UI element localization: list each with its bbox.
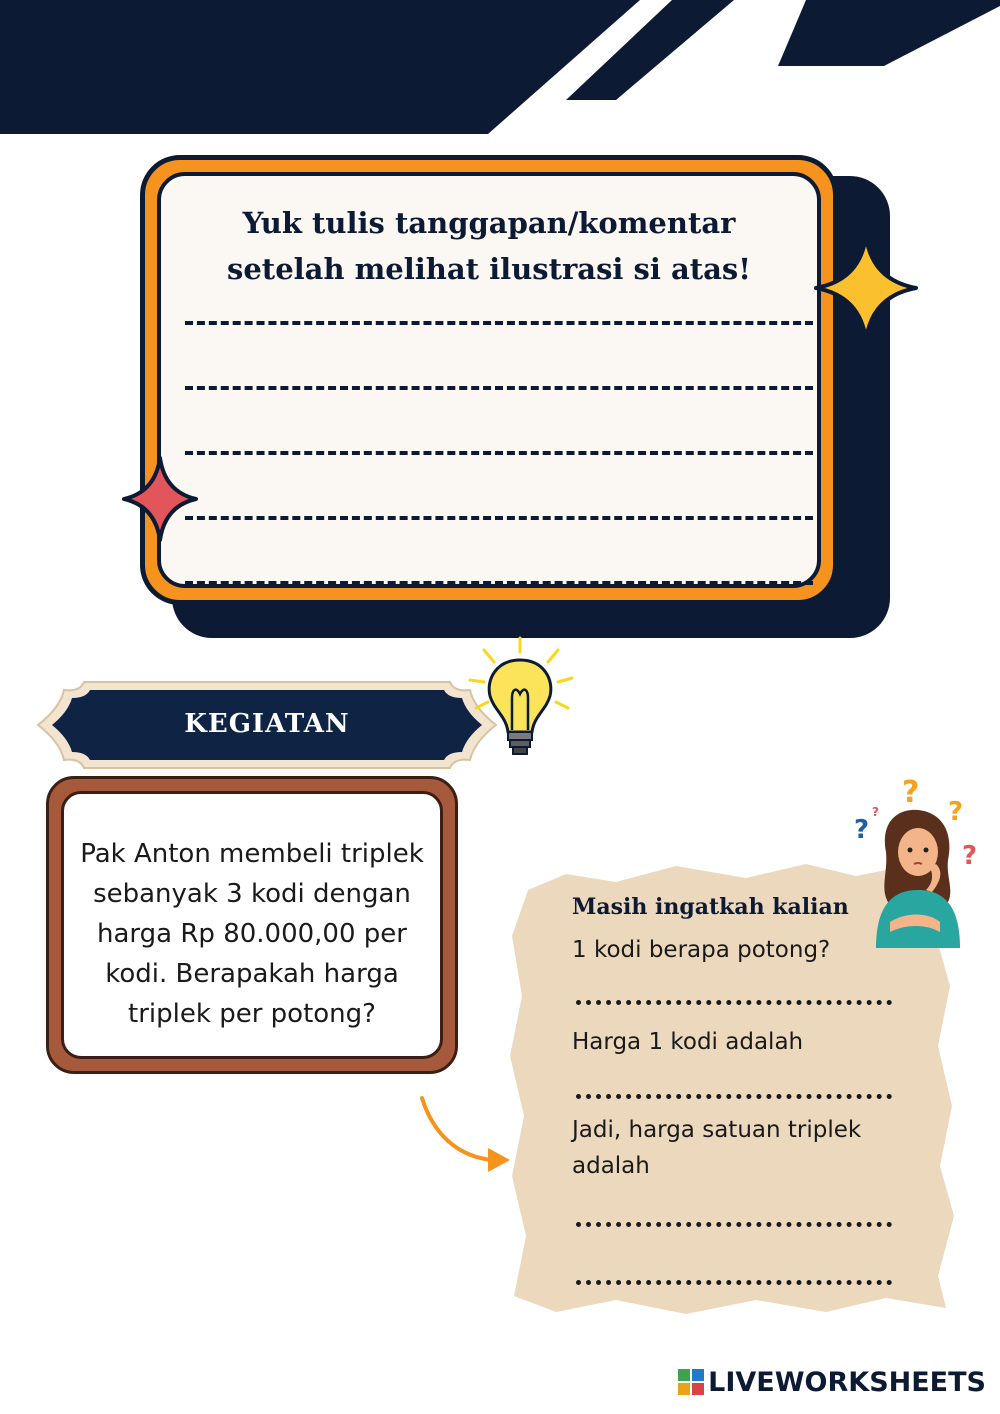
problem-text: Pak Anton membeli triplek sebanyak 3 kodi dengan harga Rp 80.000,00 per kodi. Berapakah harga triplek per potong?	[80, 839, 424, 1029]
answer-line-3[interactable]	[185, 451, 813, 455]
comment-card-inner	[157, 172, 821, 588]
answer-dots-1[interactable]	[576, 1000, 892, 1005]
comment-card	[140, 155, 838, 605]
note-question-1: 1 kodi berapa potong?	[572, 937, 831, 963]
answer-dots-3[interactable]	[576, 1222, 892, 1227]
answer-dots-2[interactable]	[576, 1094, 892, 1099]
comment-title: Yuk tulis tanggapan/komentar setelah melihat ilustrasi si atas!	[227, 206, 751, 286]
live-logo-icon	[678, 1369, 704, 1395]
svg-text:?: ?	[948, 797, 964, 827]
answer-line-2[interactable]	[185, 386, 813, 390]
answer-line-5[interactable]	[185, 581, 813, 585]
svg-text:?: ?	[902, 775, 920, 810]
answer-dots-4[interactable]	[576, 1280, 892, 1285]
answer-line-4[interactable]	[185, 516, 813, 520]
red-star-icon	[120, 454, 200, 544]
yellow-star-icon	[812, 232, 920, 344]
lightbulb-icon	[462, 634, 582, 764]
problem-card-inner	[61, 791, 443, 1059]
answer-line-1[interactable]	[185, 321, 813, 325]
note-question-3: Jadi, harga satuan triplek adalah	[572, 1117, 862, 1179]
curved-arrow-icon	[414, 1094, 514, 1184]
note-question-2: Harga 1 kodi adalah	[572, 1029, 804, 1055]
footer-branding	[678, 1364, 986, 1400]
svg-text:?: ?	[872, 805, 879, 819]
note-title: Masih ingatkah kalian	[572, 894, 849, 920]
svg-text:?: ?	[962, 841, 978, 871]
problem-card	[46, 776, 458, 1074]
footer-brand: LIVEWORKSHEETS	[708, 1366, 986, 1398]
thinking-girl-icon	[836, 772, 996, 948]
svg-text:?: ?	[854, 815, 870, 845]
kegiatan-label: KEGIATAN	[184, 709, 350, 739]
header-stripes	[0, 0, 1000, 140]
